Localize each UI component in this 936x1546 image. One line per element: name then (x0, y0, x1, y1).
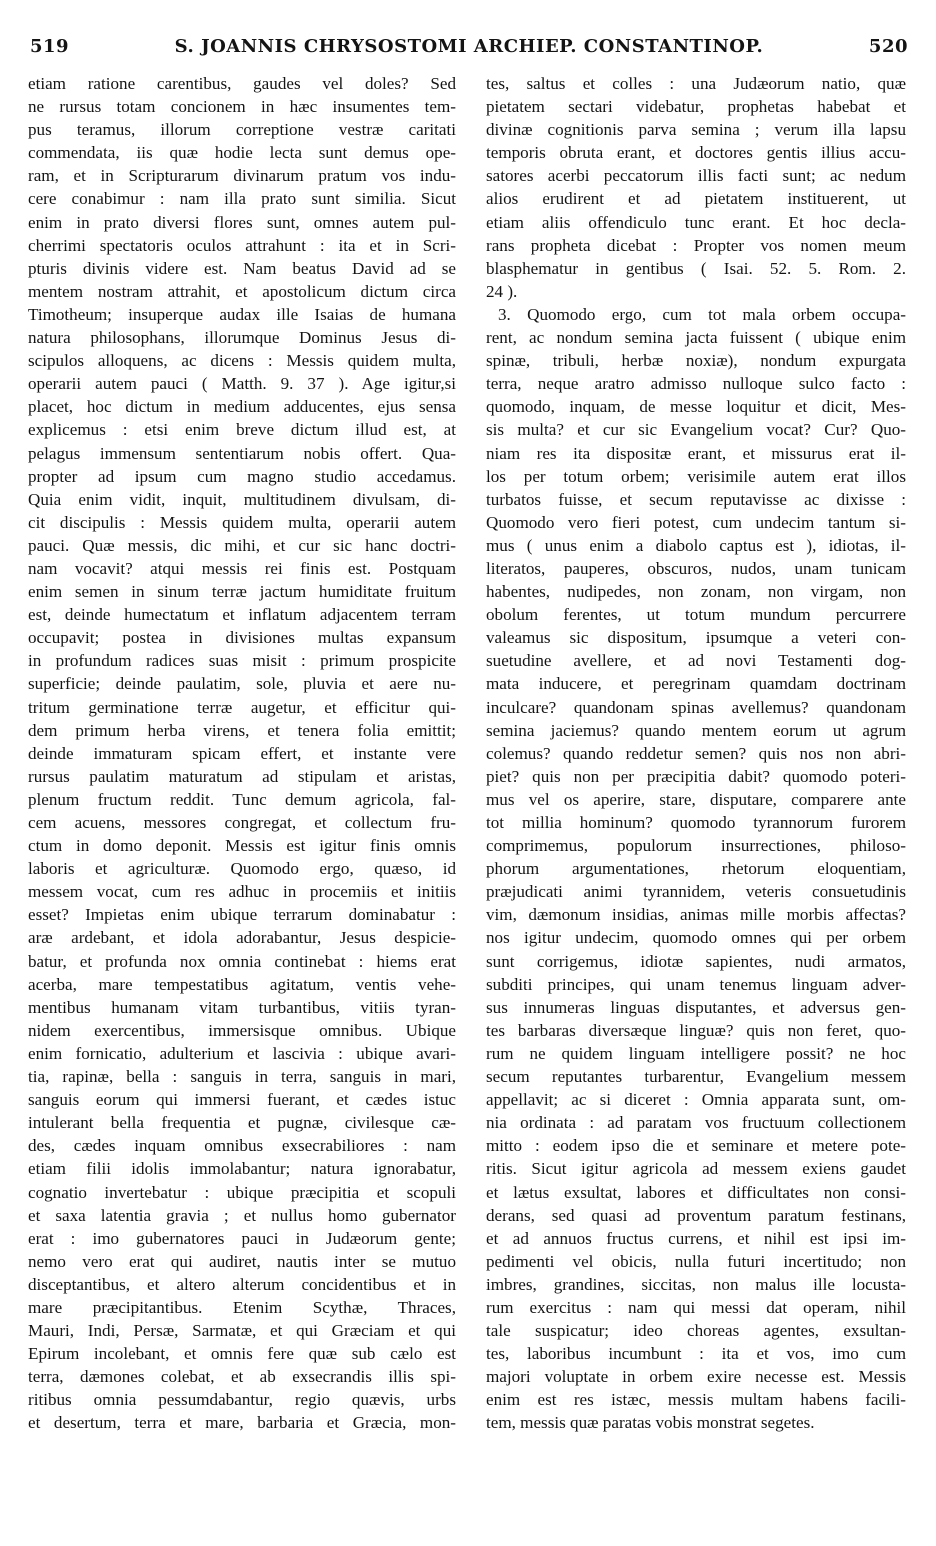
text-line: batur, et profunda nox omnia continebat : hiems erat (28, 951, 456, 971)
text-line: ritibus omnia pessumdabantur, regio quævis, urbs (28, 1390, 456, 1410)
text-line: pedimenti vel obicis, nulla futuri incertitudo; non (486, 1251, 906, 1271)
text-line: explicemus : etsi enim breve dictum illud est, at (28, 420, 456, 440)
text-line: placet, hoc dictum in medium adducentes, ejus sensa (28, 397, 456, 417)
text-line: tale suspicatur; ideo choreas agentes, exsultan- (486, 1321, 906, 1341)
text-line: pus teramus, illorum correptione vestræ caritati (28, 120, 456, 140)
running-title: S. JOANNIS CHRYSOSTOMI ARCHIEP. CONSTANTINOP. (174, 36, 764, 57)
text-line: sunt corrigemus, idiotæ sapientes, nudi armatos, (486, 951, 906, 971)
text-line: Epirum incolebant, et omnis fere quæ sub cælo est (28, 1344, 456, 1364)
text-line: 3. Quomodo ergo, cum tot mala orbem occupa- (498, 304, 906, 324)
text-line: sanguis eorum qui immersi fuerant, et cædes istuc (28, 1090, 456, 1110)
text-line: colemus? quando reddetur semen? quis nos non abri- (486, 743, 906, 763)
text-line: phorum argumentationes, rhetorum eloquentiam, (486, 859, 906, 879)
text-line: operarii autem pauci ( Matth. 9. 37 ). Age igitur,si (28, 374, 456, 394)
text-line: cherrimi spectatoris oculos attrahunt : ita et in Scri- (28, 235, 456, 255)
text-line: commendata, iis quæ hodie lecta sunt demus ope- (28, 143, 456, 163)
text-line: majori voluptate in orbem exire necesse est. Messis (486, 1367, 906, 1387)
text-line: mare præcipitantibus. Etenim Scythæ, Thraces, (28, 1297, 456, 1317)
text-line: mus ( unus enim a diabolo captus est ), idiotas, il- (486, 535, 906, 555)
text-line: occupavit; postea in divisiones multas expansum (28, 628, 456, 648)
page-number-left: 519 (30, 36, 70, 57)
text-line: nia ordinata : ad paratam vos fructuum collectionem (486, 1113, 906, 1133)
text-line: enim est res istæc, messis multam habens facili- (486, 1390, 906, 1410)
text-line: ram, et in Scripturarum divinarum pratum vos indu- (28, 166, 456, 186)
text-line: valeamus sic dispositum, ipsumque a veteri con- (486, 628, 906, 648)
text-line: cognatio invertebatur : ubique præcipitia et scopuli (28, 1182, 456, 1202)
text-line: rans propheta dicebat : Propter vos nomen meum (486, 235, 906, 255)
text-line: Timotheum; insuperque audax ille Isaias de humana (28, 304, 456, 324)
text-line: præjudicati animi tyrannidem, veteris consuetudinis (486, 882, 906, 902)
text-line: nos igitur undecim, quomodo omnes qui per orbem (486, 928, 906, 948)
text-line: rum ne quidem linguam intelligere possit? ne hoc (486, 1043, 906, 1063)
text-line: acerba, mare tempestatibus agitatum, ventis vehe- (28, 974, 456, 994)
text-line: terra, neque aratro admisso nulloque sulco facto : (486, 374, 906, 394)
text-line: sus innumeras linguas disputantes, et adversus gen- (486, 997, 906, 1017)
text-line: comprimemus, populorum insurrectiones, philoso- (486, 836, 906, 856)
text-line: deinde immaturam spicam effert, et instante vere (28, 743, 456, 763)
text-line: etiam aliis offendiculo tunc erant. Et hoc decla- (486, 212, 906, 232)
text-line: propter ad ipsum cum magno studio accedamus. (28, 466, 456, 486)
text-line: des, cædes inquam omnibus exsecrabiliores : nam (28, 1136, 456, 1156)
text-line: messem vocat, cum res adhuc in procemiis et initiis (28, 882, 456, 902)
text-line: temporis obruta erant, et doctores gentis illius accu- (486, 143, 906, 163)
text-line: nam vocavit? atqui messis rei finis est. Postquam (28, 558, 456, 578)
text-line: dem primum herba virens, et tenera folia emittit; (28, 720, 456, 740)
text-line: tes, laboribus incumbunt : ita et vos, imo cum (486, 1344, 906, 1364)
text-line: cit discipulis : Messis quidem multa, operarii autem (28, 512, 456, 532)
text-line: mitto : eodem ipso die et seminare et metere pote- (486, 1136, 906, 1156)
text-line: et ad annuos fructus currens, et nihil est ipsi im- (486, 1228, 906, 1248)
text-line: terra, dæmones colebat, et ab exsecrandis illis spi- (28, 1367, 456, 1387)
text-line: habentes, nudipedes, non zonam, non virgam, non (486, 582, 906, 602)
text-line: enim fornicatio, adulterium et lascivia : ubique avari- (28, 1043, 456, 1063)
text-line: erat : imo gubernatores pauci in Judæorum gente; (28, 1228, 456, 1248)
text-line: etiam filii idolis immolabantur; natura ignorabatur, (28, 1159, 456, 1179)
text-line: et desertum, terra et mare, barbaria et Græcia, mon- (28, 1413, 456, 1433)
text-line: rum exercitus : nam qui messi dat operam, nihil (486, 1297, 906, 1317)
text-line: intulerant bella frequentia et pugnæ, civilesque cæ- (28, 1113, 456, 1133)
page-number-right: 520 (868, 36, 908, 57)
text-line: plenum fructum reddit. Tunc demum agricola, fal- (28, 789, 456, 809)
text-line: satores acerbi peccatorum illis facti sunt; ac nedum (486, 166, 906, 186)
text-line: enim semen in sinum terræ jactum humiditate fruitum (28, 582, 456, 602)
text-line: pauci. Quæ messis, dic mihi, et cur sic hanc doctri- (28, 535, 456, 555)
text-line: literatos, pauperes, obscuros, nudos, unam tunicam (486, 558, 906, 578)
text-line: tot millia hominum? quomodo tyrannorum furorem (486, 813, 906, 832)
text-line: divinæ cognitionis parva semina ; verum illa lapsu (486, 120, 906, 140)
text-line: spinæ, tribuli, herbæ noxiæ), nondum expurgata (486, 351, 906, 371)
text-line: appellavit; ac si diceret : Omnia apparata sunt, om- (486, 1090, 906, 1110)
text-line: niam res ita dispositæ erant, et missurus erat il- (486, 443, 906, 463)
text-line: nidem exercentibus, immersisque omnibus. Ubique (28, 1020, 456, 1040)
text-line: superficie; deinde paulatim, sole, pluvia et aere nu- (28, 674, 456, 694)
text-line: natura philosophans, illorumque Dominus Jesus di- (28, 328, 456, 348)
text-line: ctum in domo deponit. Messis est igitur finis omnis (28, 836, 456, 856)
text-line: turbatos fuisse, et secum reputavisse ac dixisse : (486, 489, 906, 509)
text-line: nemo vero erat qui audiret, nautis inter se mutuo (28, 1251, 456, 1271)
left-text-column (28, 72, 456, 1435)
text-line: secum reputantes turbarentur, Evangelium messem (486, 1067, 906, 1087)
text-line: suetudine avellere, et ad novi Testamenti dog- (486, 651, 906, 671)
text-line: mentem nostram attrahit, et apostolicum dictum circa (28, 281, 456, 301)
text-line: alios erudirent et ad pietatem instituerent, ut (486, 189, 906, 209)
text-line: est, deinde humectatum et inflatum adjacentem terram (28, 605, 456, 625)
text-line: tem, messis quæ paratas vobis monstrat segetes. (486, 1413, 815, 1433)
text-line: tes, saltus et colles : una Judæorum natio, quæ (486, 74, 906, 93)
text-line: pturis divinis videre est. Nam beatus David ad se (28, 258, 456, 278)
text-line: in profundum radices suas misit : primum prospicite (28, 651, 456, 671)
text-line: cere conabimur : nam illa prato sunt similia. Sicut (28, 189, 456, 209)
text-line: tia, rapinæ, bella : sanguis in terra, sanguis in mari, (28, 1067, 456, 1087)
text-line: 24 ). (486, 281, 518, 301)
text-line: etiam ratione carentibus, gaudes vel doles? Sed (28, 74, 456, 93)
text-line: blasphematur in gentibus ( Isai. 52. 5. Rom. 2. (486, 258, 906, 278)
text-line: cem acuens, messores congregat, et collectum fru- (28, 813, 456, 832)
text-line: Mauri, Indi, Persæ, Sarmatæ, et qui Græciam et qui (28, 1321, 456, 1341)
text-line: pelagus immensum sententiarum nobis offert. Qua- (28, 443, 456, 463)
text-line: los per totum orbem; verisimile autem erat illos (486, 466, 906, 486)
text-line: rent, ac nondum semina jacta fuissent ( ubique enim (486, 328, 906, 348)
text-line: obolum ferentes, ut totum mundum percurrere (486, 605, 906, 625)
text-line: tritum germinatione terræ augetur, et efficitur qui- (28, 697, 456, 717)
text-line: quomodo, inquam, de messe loquitur et dicit, Mes- (486, 397, 906, 417)
text-line: ne rursus totam concionem in hæc insumentes tem- (28, 97, 456, 117)
text-line: laboris et agriculturæ. Quomodo ergo, quæso, id (28, 859, 456, 879)
text-line: piet? quis non per præcipitia dabit? quomodo poteri- (486, 766, 906, 786)
text-line: ritis. Sicut igitur agricola ad messem exiens gaudet (486, 1159, 906, 1179)
text-line: mata inducere, et peregrinam quamdam doctrinam (486, 674, 906, 694)
text-line: rursus paulatim maturatum ad stipulam et aristas, (28, 766, 456, 786)
text-line: inculcare? quandonam spinas avellemus? quandonam (486, 697, 906, 717)
text-line: et lætus exsultat, labores et difficultates non consi- (486, 1182, 906, 1202)
text-line: pietatem sectari videbatur, prophetas habebat et (486, 97, 906, 117)
text-line: sis multa? et cur sic Evangelium vocat? Cur? Quo- (486, 420, 906, 440)
text-line: enim in prato diversi flores sunt, omnes autem pul- (28, 212, 456, 232)
text-line: disceptantibus, et altero alterum concidentibus et in (28, 1274, 456, 1294)
text-line: tes barbaras diversæque linguæ? quis non feret, quo- (486, 1020, 906, 1040)
text-line: Quomodo vero fieri potest, cum undecim tantum si- (486, 512, 906, 532)
text-line: Quia enim vidit, inquit, multitudinem divulsam, di- (28, 489, 456, 509)
text-line: scipulos alloquens, ac dicens : Messis quidem multa, (28, 351, 456, 371)
text-line: mus vel os aperire, stare, disputare, comparere ante (486, 789, 906, 809)
text-line: aræ ardebant, et idola adorabantur, Jesus despicie- (28, 928, 456, 948)
text-line: vim, dæmonum insidias, animas mille morbis affectas? (486, 905, 906, 925)
text-line: derans, sed quasi ad proventum paratum festinans, (486, 1205, 906, 1225)
text-line: mentibus humanam vitam turbantibus, vitiis tyran- (28, 997, 456, 1017)
text-line: subditi principes, qui unam tenemus linguam adver- (486, 974, 906, 994)
text-line: semina jaciemus? quando mentem eorum ut agrum (486, 720, 906, 740)
text-line: et saxa latentia gravia ; et nullus homo gubernator (28, 1205, 456, 1225)
text-line: imbres, grandines, siccitas, non malus ille locusta- (486, 1274, 906, 1294)
running-header (30, 36, 908, 66)
right-text-column (486, 72, 906, 1435)
text-line: esset? Impietas enim ubique terrarum dominabatur : (28, 905, 456, 925)
